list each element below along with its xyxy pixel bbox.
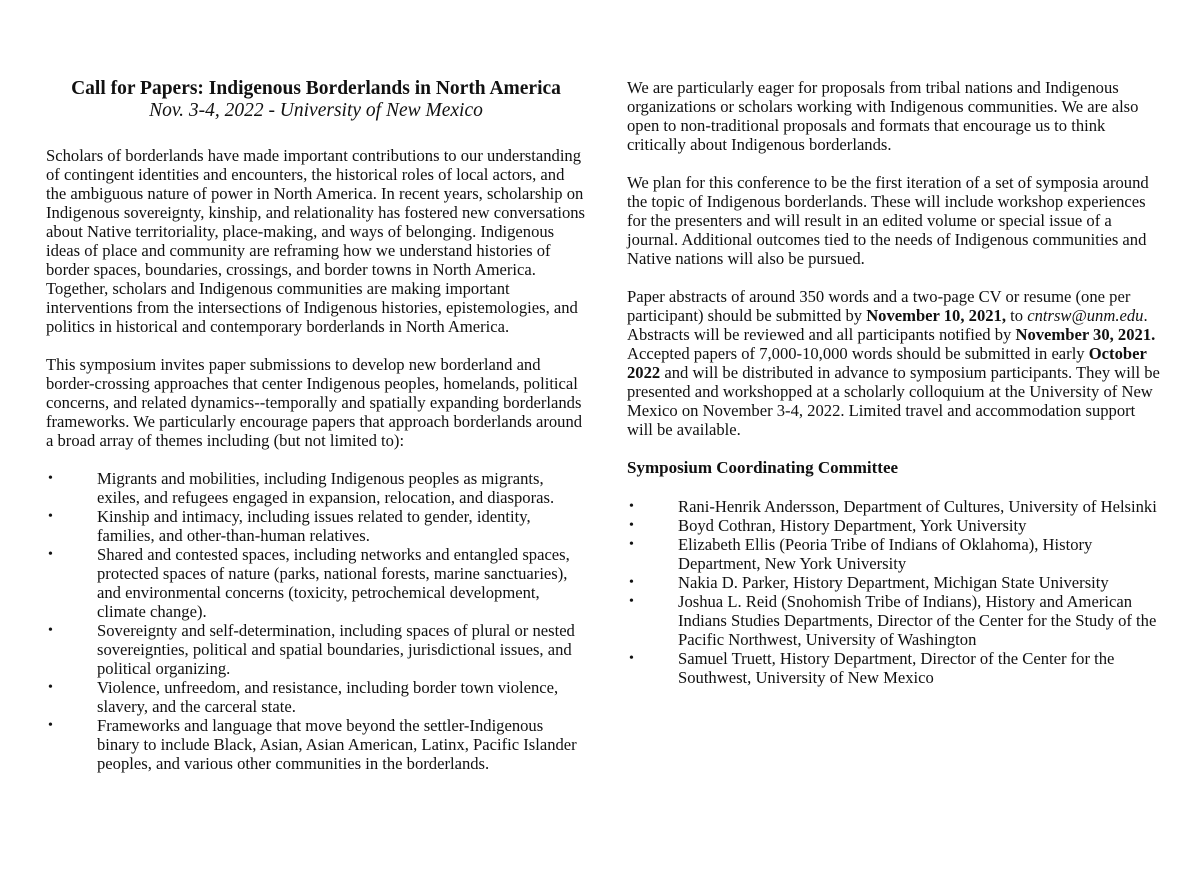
bullet-icon: • (629, 537, 634, 552)
committee-heading: Symposium Coordinating Committee (627, 458, 899, 477)
bullet-icon: • (629, 499, 634, 514)
list-item: • Rani-Henrik Andersson, Department of Cultures, University of Helsinki (629, 497, 1157, 516)
list-item: • Violence, unfreedom, and resistance, including border town violence, slavery, and the carceral state. (48, 678, 559, 716)
committee-list (627, 497, 1165, 687)
bullet-icon: • (629, 651, 634, 666)
right-column (627, 78, 1165, 687)
list-item: • Boyd Cothran, History Department, York University (629, 516, 1027, 535)
plan-paragraph: We plan for this conference to be the first iteration of a set of symposia around the topic of Indigenous borderlands. These will include workshop experiences for the presenters and will result in an edited volume or special issue of a journal. Additional outcomes tied to the needs of Indigenous communities and Native nations will also be pursued. (627, 173, 1149, 268)
bullet-icon: • (48, 680, 53, 695)
list-item: • Samuel Truett, History Department, Director of the Center for the Southwest, University of New Mexico (629, 649, 1115, 687)
intro-paragraph: Scholars of borderlands have made important contributions to our understanding of contingent identities and encounters, the historical roles of local actors, and the ambiguous nature of power in North America. In recent years, scholarship on Indigenous sovereignty, kinship, and relationality has fostered new conversations about Native territoriality, place-making, and ways of belonging. Indigenous ideas of place and community are reframing how we understand histories of border spaces, boundaries, crossings, and border towns in North America. Together, scholars and Indigenous communities are making important interventions from the intersections of Indigenous histories, epistemologies, and politics in historical and contemporary borderlands in North America. (46, 146, 586, 336)
bullet-icon: • (48, 623, 53, 638)
list-item: • Sovereignty and self-determination, including spaces of plural or nested sovereignties, political and spatial boundaries, jurisdictional issues, and political organizing. (48, 621, 575, 678)
list-item: • Nakia D. Parker, History Department, Michigan State University (629, 573, 1109, 592)
left-column (46, 78, 586, 773)
deadline-papers: October 2022 (627, 344, 1147, 382)
themes-list (46, 469, 586, 773)
bullet-icon: • (629, 594, 634, 609)
eager-paragraph: We are particularly eager for proposals from tribal nations and Indigenous organizations or scholars working with Indigenous communities. We are also open to non-traditional proposals and formats that encourage us to think critically about Indigenous borderlands. (627, 78, 1139, 154)
contact-email[interactable]: cntrsw@unm.edu (1027, 306, 1144, 325)
page-subtitle: Nov. 3-4, 2022 - University of New Mexico (149, 100, 483, 121)
bullet-icon: • (48, 718, 53, 733)
deadline-abstracts: November 10, 2021, (866, 306, 1006, 325)
list-item: • Shared and contested spaces, including networks and entangled spaces, protected spaces of nature (parks, national forests, marine sanctuaries), and environmental concerns (toxicity, petrochemical development, climate change). (48, 545, 570, 621)
deadline-notification: November 30, 2021. (1015, 325, 1156, 344)
submission-paragraph: Paper abstracts of around 350 words and a two-page CV or resume (one per participant) should be submitted by November 10, 2021, to cntrsw@unm.edu. Abstracts will be reviewed and all participants notified by November 30, 2021. Accepted papers of 7,000-10,000 words should be submitted in early October 2022 and will be distributed in advance to symposium participants. They will be presented and workshopped at a scholarly colloquium at the University of New Mexico on November 3-4, 2022. Limited travel and accommodation support will be available. (627, 287, 1160, 439)
list-item: • Joshua L. Reid (Snohomish Tribe of Indians), History and American Indians Studies Departments, Director of the Center for the Study of the Pacific Northwest, University of Washington (629, 592, 1157, 649)
bullet-icon: • (48, 509, 53, 524)
invite-paragraph: This symposium invites paper submissions to develop new borderland and border-crossing approaches that center Indigenous peoples, homelands, political concerns, and related dynamics--temporally and spatially expanding borderlands frameworks. We particularly encourage papers that approach borderlands around a broad array of themes including (but not limited to): (46, 355, 583, 450)
page-title: Call for Papers: Indigenous Borderlands in North America (71, 78, 561, 99)
list-item: • Kinship and intimacy, including issues related to gender, identity, families, and other-than-human relatives. (48, 507, 531, 545)
list-item: • Elizabeth Ellis (Peoria Tribe of Indians of Oklahoma), History Department, New York University (629, 535, 1093, 573)
list-item: • Migrants and mobilities, including Indigenous peoples as migrants, exiles, and refugees engaged in expansion, relocation, and diasporas. (48, 469, 555, 507)
list-item: • Frameworks and language that move beyond the settler-Indigenous binary to include Black, Asian, Asian American, Latinx, Pacific Islander peoples, and various other communities in the borderlands. (48, 716, 577, 773)
bullet-icon: • (629, 575, 634, 590)
bullet-icon: • (48, 471, 53, 486)
bullet-icon: • (48, 547, 53, 562)
bullet-icon: • (629, 518, 634, 533)
